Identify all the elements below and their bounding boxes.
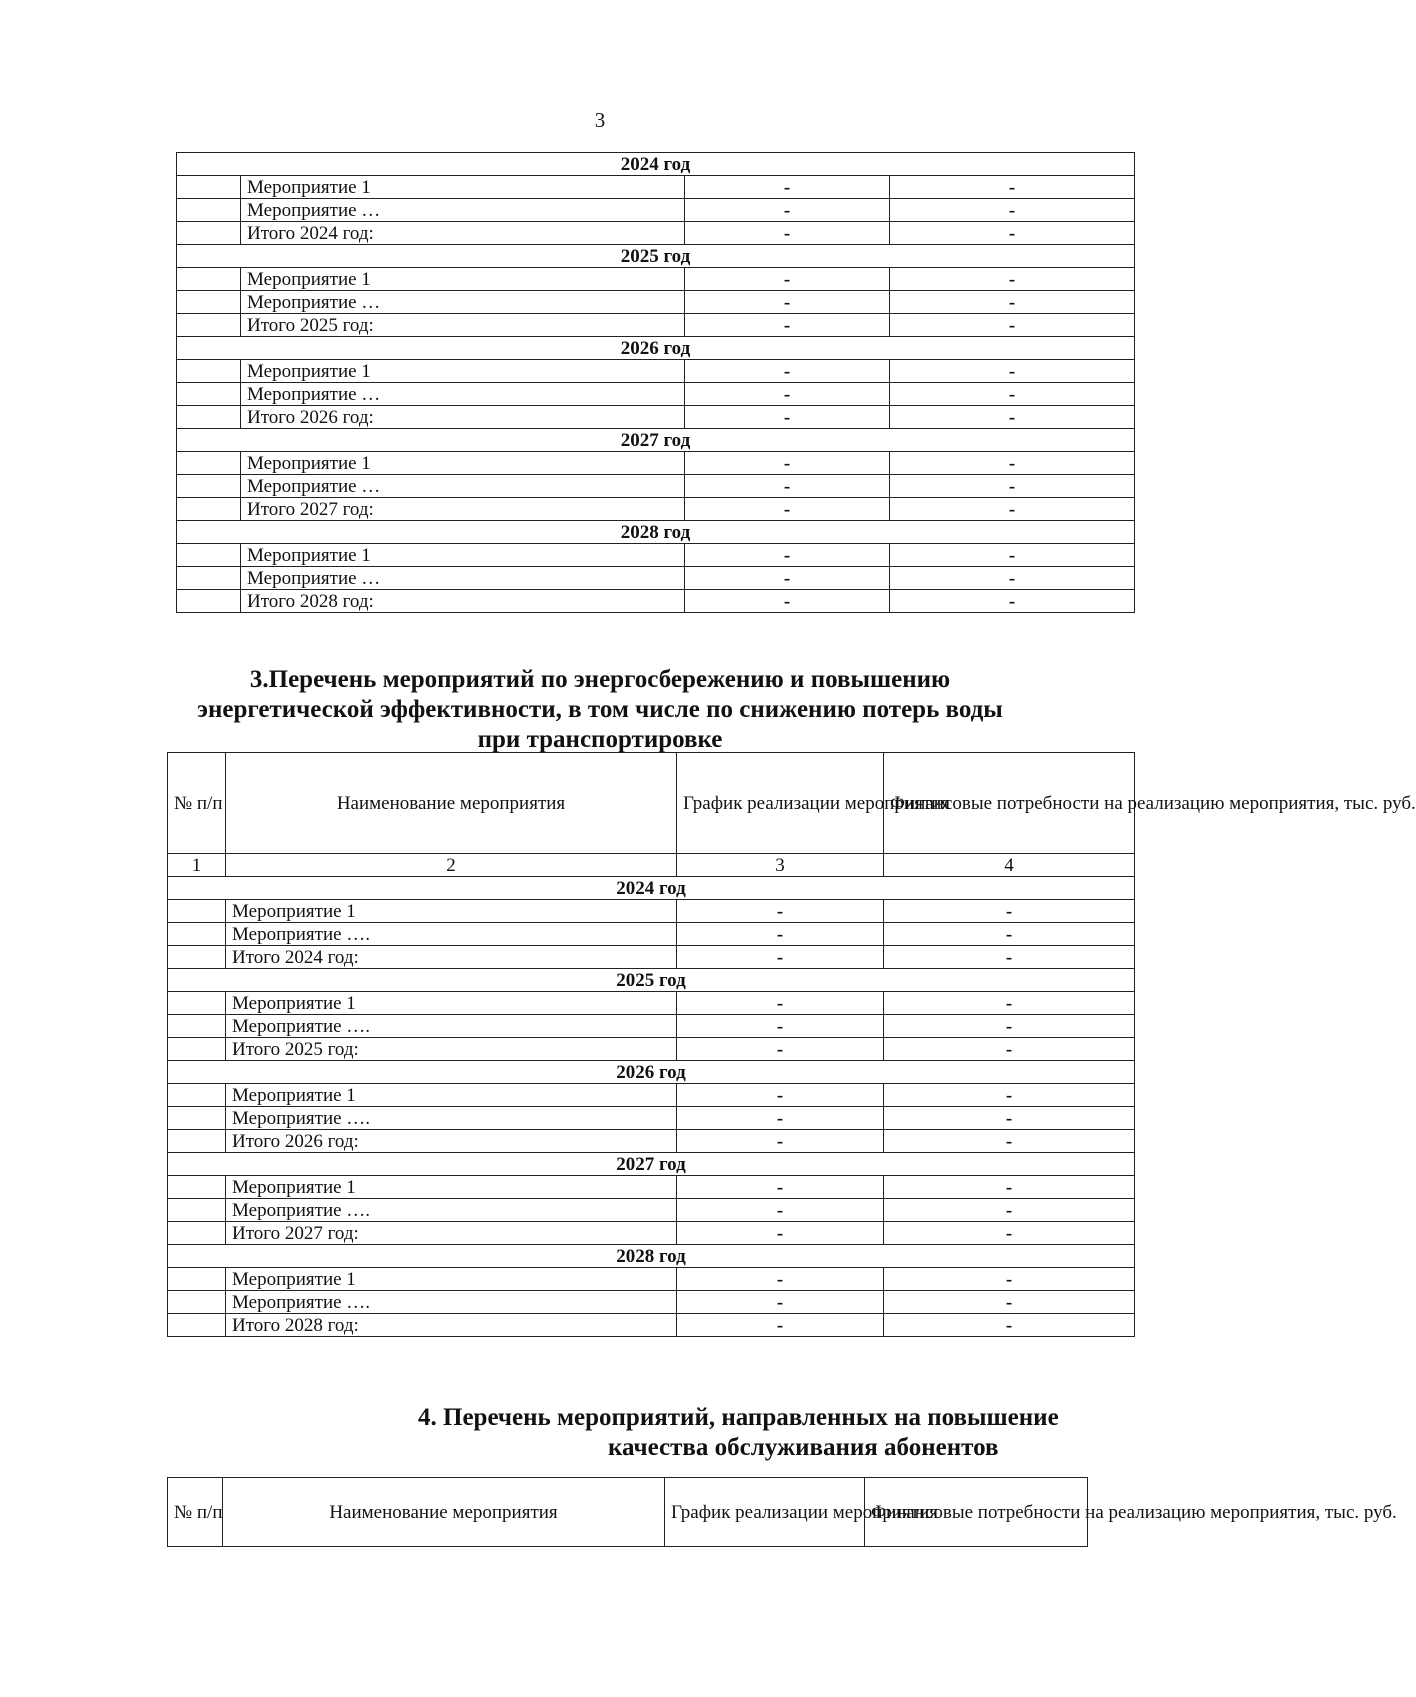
total-label: Итого 2028 год: [226, 1314, 677, 1337]
header-name: Наименование мероприятия [223, 1478, 665, 1547]
activity-name: Мероприятие 1 [241, 452, 685, 475]
schedule-value: - [685, 383, 890, 406]
table-row [177, 590, 1135, 613]
section-3-title-line: 3.Перечень мероприятий по энергосбережению и повышению [249, 666, 951, 693]
header-row [168, 1478, 1088, 1547]
schedule-value: - [685, 452, 890, 475]
finance-value: - [890, 176, 1135, 199]
table-row [168, 1015, 1135, 1038]
finance-value: - [890, 360, 1135, 383]
finance-value: - [884, 946, 1135, 969]
row-number-cell [168, 992, 226, 1015]
row-number-cell [177, 222, 241, 245]
row-number-cell [177, 567, 241, 590]
schedule-value: - [677, 923, 884, 946]
total-label: Итого 2024 год: [226, 946, 677, 969]
row-number-cell [168, 1015, 226, 1038]
total-label: Итого 2025 год: [241, 314, 685, 337]
row-number-cell [177, 590, 241, 613]
finance-value: - [890, 452, 1135, 475]
table-row [168, 1084, 1135, 1107]
column-number: 2 [226, 854, 677, 877]
table-row [177, 222, 1135, 245]
total-label: Итого 2026 год: [241, 406, 685, 429]
schedule-value: - [685, 199, 890, 222]
row-number-cell [168, 923, 226, 946]
row-number-cell [177, 176, 241, 199]
finance-value: - [884, 1130, 1135, 1153]
activity-name: Мероприятие 1 [226, 1176, 677, 1199]
schedule-value: - [685, 176, 890, 199]
finance-value: - [884, 900, 1135, 923]
schedule-value: - [677, 1314, 884, 1337]
table-row [168, 1038, 1135, 1061]
table-row [177, 406, 1135, 429]
section-4-title [358, 1403, 1158, 1463]
finance-value: - [890, 590, 1135, 613]
row-number-cell [177, 498, 241, 521]
finance-value: - [884, 1222, 1135, 1245]
activity-name: Мероприятие 1 [226, 992, 677, 1015]
total-label: Итого 2024 год: [241, 222, 685, 245]
finance-value: - [884, 1107, 1135, 1130]
section-3-title-line: энергетической эффективности, в том числе по снижению потерь воды [197, 696, 1003, 723]
schedule-value: - [677, 1038, 884, 1061]
activity-name: Мероприятие 1 [241, 176, 685, 199]
year-heading: 2028 год [177, 521, 1135, 544]
finance-value: - [890, 199, 1135, 222]
finance-value: - [884, 1084, 1135, 1107]
finance-value: - [884, 992, 1135, 1015]
activity-name: Мероприятие 1 [226, 900, 677, 923]
year-heading: 2027 год [168, 1153, 1135, 1176]
schedule-value: - [685, 222, 890, 245]
table-row [168, 1222, 1135, 1245]
table-row [177, 498, 1135, 521]
schedule-value: - [685, 475, 890, 498]
total-label: Итого 2027 год: [226, 1222, 677, 1245]
row-number-cell [168, 900, 226, 923]
finance-value: - [884, 1176, 1135, 1199]
year-row [177, 521, 1135, 544]
table-row [177, 452, 1135, 475]
finance-value: - [884, 1268, 1135, 1291]
table-row [177, 383, 1135, 406]
table-row [168, 1130, 1135, 1153]
finance-value: - [890, 544, 1135, 567]
row-number-cell [168, 1291, 226, 1314]
row-number-cell [168, 1038, 226, 1061]
finance-value: - [890, 314, 1135, 337]
year-heading: 2027 год [177, 429, 1135, 452]
finance-value: - [890, 268, 1135, 291]
schedule-value: - [685, 268, 890, 291]
schedule-value: - [677, 1222, 884, 1245]
row-number-cell [168, 1314, 226, 1337]
activity-name: Мероприятие 1 [241, 268, 685, 291]
year-row [168, 969, 1135, 992]
header-finance: Финансовые потребности на реализацию мероприятия, тыс. руб. [884, 753, 1135, 854]
table-row [168, 1291, 1135, 1314]
section-3-title [0, 665, 1200, 755]
table-row [168, 992, 1135, 1015]
total-label: Итого 2028 год: [241, 590, 685, 613]
schedule-value: - [677, 1268, 884, 1291]
table-water-supply-continued [176, 152, 1135, 613]
schedule-value: - [677, 1130, 884, 1153]
row-number-cell [177, 406, 241, 429]
activity-name: Мероприятие … [241, 199, 685, 222]
year-row [168, 1153, 1135, 1176]
header-schedule: График реализации мероприятия [665, 1478, 865, 1547]
schedule-value: - [685, 498, 890, 521]
finance-value: - [884, 1015, 1135, 1038]
year-heading: 2025 год [168, 969, 1135, 992]
row-number-cell [168, 1176, 226, 1199]
page-number: 3 [594, 108, 606, 132]
table-row [168, 1199, 1135, 1222]
schedule-value: - [677, 1107, 884, 1130]
row-number-cell [168, 1222, 226, 1245]
schedule-value: - [677, 1015, 884, 1038]
year-row [177, 245, 1135, 268]
finance-value: - [884, 1314, 1135, 1337]
finance-value: - [890, 406, 1135, 429]
schedule-value: - [677, 1291, 884, 1314]
year-row [177, 153, 1135, 176]
table-row [168, 1107, 1135, 1130]
year-row [177, 429, 1135, 452]
row-number-cell [177, 475, 241, 498]
row-number-cell [177, 314, 241, 337]
finance-value: - [890, 498, 1135, 521]
row-number-cell [168, 1084, 226, 1107]
finance-value: - [890, 567, 1135, 590]
table-row [177, 291, 1135, 314]
schedule-value: - [677, 946, 884, 969]
year-row [168, 1245, 1135, 1268]
schedule-value: - [685, 567, 890, 590]
activity-name: Мероприятие …. [226, 1015, 677, 1038]
header-finance: Финансовые потребности на реализацию мероприятия, тыс. руб. [865, 1478, 1088, 1547]
year-heading: 2024 год [168, 877, 1135, 900]
table-body [177, 153, 1135, 613]
activity-name: Мероприятие … [241, 475, 685, 498]
table-row [168, 946, 1135, 969]
table-row [177, 544, 1135, 567]
table-row [177, 360, 1135, 383]
schedule-value: - [685, 291, 890, 314]
year-heading: 2028 год [168, 1245, 1135, 1268]
total-label: Итого 2026 год: [226, 1130, 677, 1153]
schedule-value: - [685, 590, 890, 613]
activity-name: Мероприятие … [241, 383, 685, 406]
finance-value: - [890, 475, 1135, 498]
year-row [177, 337, 1135, 360]
header-schedule: График реализации мероприятия [677, 753, 884, 854]
year-heading: 2026 год [168, 1061, 1135, 1084]
finance-value: - [884, 923, 1135, 946]
header-num: № п/п [168, 1478, 223, 1547]
row-number-cell [177, 199, 241, 222]
row-number-cell [177, 291, 241, 314]
table-row [168, 1176, 1135, 1199]
column-number: 1 [168, 854, 226, 877]
table-row [177, 176, 1135, 199]
row-number-cell [177, 360, 241, 383]
row-number-cell [177, 268, 241, 291]
row-number-cell [168, 946, 226, 969]
activity-name: Мероприятие 1 [226, 1268, 677, 1291]
schedule-value: - [677, 900, 884, 923]
header-name: Наименование мероприятия [226, 753, 677, 854]
year-row [168, 1061, 1135, 1084]
year-heading: 2025 год [177, 245, 1135, 268]
column-number: 4 [884, 854, 1135, 877]
row-number-cell [168, 1268, 226, 1291]
section-4-title-line: 4. Перечень мероприятий, направленных на повышение [418, 1404, 1059, 1431]
column-number-row [168, 854, 1135, 877]
table-row [168, 923, 1135, 946]
table-row [177, 199, 1135, 222]
activity-name: Мероприятие …. [226, 1107, 677, 1130]
row-number-cell [168, 1199, 226, 1222]
table-body [168, 877, 1135, 1337]
activity-name: Мероприятие 1 [226, 1084, 677, 1107]
schedule-value: - [685, 360, 890, 383]
section-3-title-line: при транспортировке [477, 726, 723, 753]
schedule-value: - [685, 406, 890, 429]
year-heading: 2026 год [177, 337, 1135, 360]
activity-name: Мероприятие …. [226, 1291, 677, 1314]
table-row [168, 900, 1135, 923]
column-number: 3 [677, 854, 884, 877]
total-label: Итого 2025 год: [226, 1038, 677, 1061]
section-4-title-line: качества обслуживания абонентов [608, 1434, 999, 1461]
schedule-value: - [685, 544, 890, 567]
schedule-value: - [677, 1084, 884, 1107]
row-number-cell [177, 544, 241, 567]
schedule-value: - [685, 314, 890, 337]
header-row [168, 753, 1135, 854]
year-heading: 2024 год [177, 153, 1135, 176]
table-energy-saving [167, 752, 1416, 1337]
table-row [177, 268, 1135, 291]
activity-name: Мероприятие …. [226, 1199, 677, 1222]
table-row [177, 314, 1135, 337]
row-number-cell [168, 1107, 226, 1130]
schedule-value: - [677, 1176, 884, 1199]
activity-name: Мероприятие 1 [241, 360, 685, 383]
table-service-quality [167, 1477, 1397, 1547]
finance-value: - [884, 1038, 1135, 1061]
finance-value: - [884, 1291, 1135, 1314]
table-row [168, 1268, 1135, 1291]
row-number-cell [177, 452, 241, 475]
row-number-cell [177, 383, 241, 406]
finance-value: - [890, 222, 1135, 245]
activity-name: Мероприятие …. [226, 923, 677, 946]
finance-value: - [890, 291, 1135, 314]
table-row [168, 1314, 1135, 1337]
total-label: Итого 2027 год: [241, 498, 685, 521]
finance-value: - [890, 383, 1135, 406]
activity-name: Мероприятие 1 [241, 544, 685, 567]
row-number-cell [168, 1130, 226, 1153]
table-row [177, 567, 1135, 590]
finance-value: - [884, 1199, 1135, 1222]
table-row [177, 475, 1135, 498]
schedule-value: - [677, 1199, 884, 1222]
header-num: № п/п [168, 753, 226, 854]
year-row [168, 877, 1135, 900]
schedule-value: - [677, 992, 884, 1015]
activity-name: Мероприятие … [241, 567, 685, 590]
activity-name: Мероприятие … [241, 291, 685, 314]
